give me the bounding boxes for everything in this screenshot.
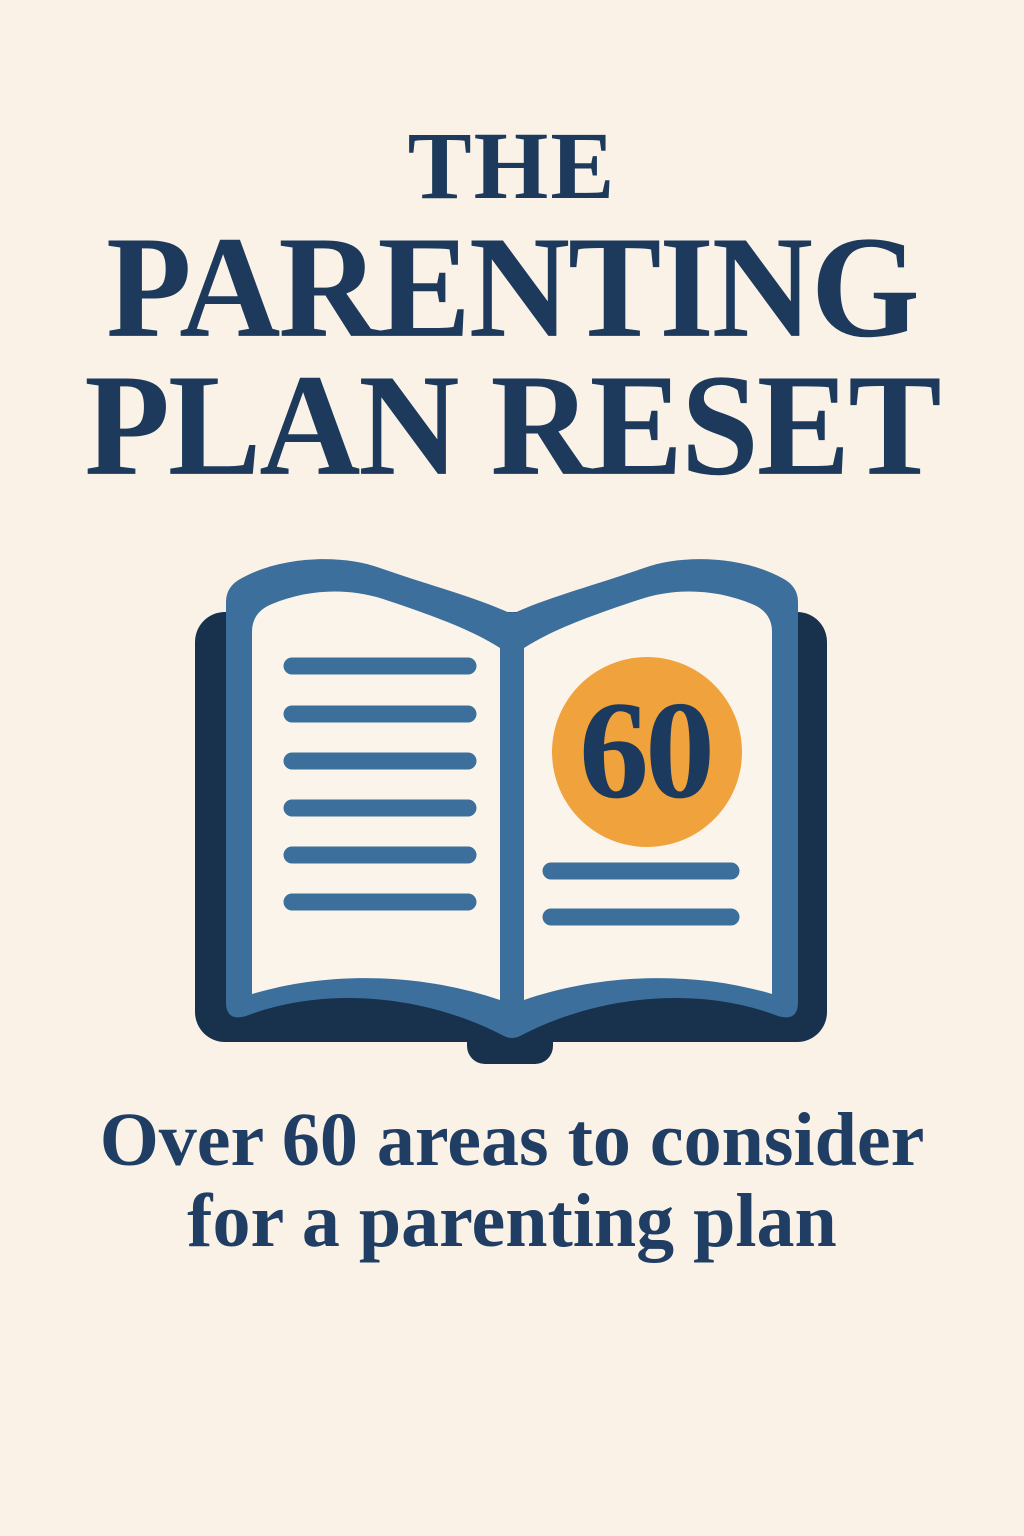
- book-left-page: [252, 591, 500, 1000]
- title-line-1: THE: [407, 112, 617, 219]
- book-spine-line: [505, 612, 519, 1012]
- badge-number: 60: [579, 673, 711, 828]
- title: [0, 112, 1024, 507]
- subtitle: [0, 1100, 1024, 1263]
- subtitle-line-2: for a parenting plan: [187, 1179, 837, 1264]
- subtitle-line-1: Over 60 areas to consider: [99, 1098, 925, 1182]
- title-line-3: PLAN RESET: [84, 344, 940, 507]
- title-line-2: PARENTING: [106, 206, 918, 369]
- open-book-icon: [150, 530, 910, 1090]
